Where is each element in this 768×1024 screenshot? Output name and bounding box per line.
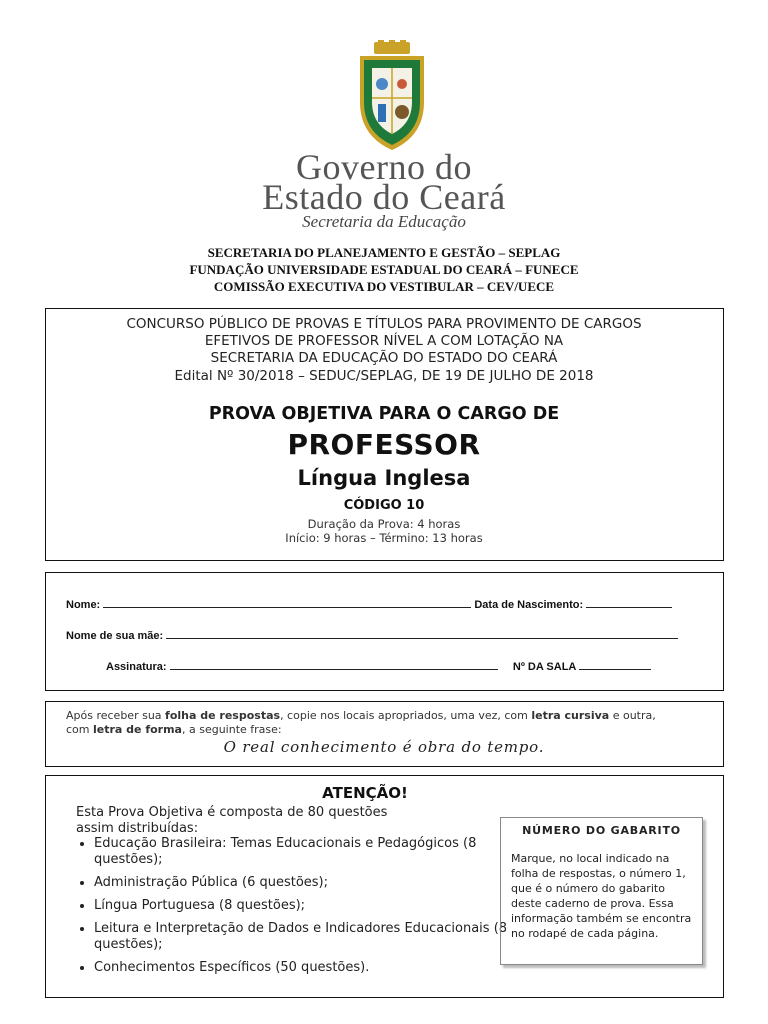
edital-line: Edital Nº 30/2018 – SEDUC/SEPLAG, DE 19 DE JULHO DE 2018 bbox=[174, 368, 594, 384]
answer-key-number-box bbox=[500, 817, 703, 965]
logo-line-2: Estado do Ceará bbox=[262, 177, 506, 217]
list-item: • Leitura e Interpretação de Dados e Indicadores Educacionais (8 questões); bbox=[94, 921, 514, 953]
agency-cev: COMISSÃO EXECUTIVA DO VESTIBULAR – CEV/UECE bbox=[213, 279, 555, 294]
instruction-text: e outra, bbox=[609, 709, 656, 722]
attention-title: ATENÇÃO! bbox=[322, 784, 408, 802]
form-row-name bbox=[66, 597, 672, 611]
signature-field[interactable] bbox=[170, 659, 498, 670]
form-row-signature bbox=[106, 659, 651, 673]
exam-code: CÓDIGO 10 bbox=[343, 498, 425, 513]
ceara-coat-of-arms-icon bbox=[352, 40, 432, 152]
birthdate-field[interactable] bbox=[586, 597, 672, 608]
instruction-text: Após receber sua bbox=[66, 709, 166, 722]
agency-seplag: SECRETARIA DO PLANEJAMENTO E GESTÃO – SEPLAG bbox=[207, 245, 561, 260]
contest-line: CONCURSO PÚBLICO DE PROVAS E TÍTULOS PARA PROVIMENTO DE CARGOS bbox=[126, 316, 642, 332]
exam-duration: Duração da Prova: 4 horas bbox=[307, 517, 461, 531]
discipline: Língua Inglesa bbox=[297, 466, 471, 490]
agency-funece: FUNDAÇÃO UNIVERSIDADE ESTADUAL DO CEARÁ – FUNECE bbox=[189, 262, 579, 277]
room-field[interactable] bbox=[579, 659, 651, 670]
attention-intro: assim distribuídas: bbox=[76, 821, 199, 836]
topic-list bbox=[74, 836, 514, 983]
mother-name-field[interactable] bbox=[166, 628, 678, 639]
instruction-text: , a seguinte frase: bbox=[181, 723, 282, 736]
list-item: • Educação Brasileira: Temas Educacionais e Pedagógicos (8 questões); bbox=[94, 836, 514, 868]
signature-label: Assinatura: bbox=[106, 661, 167, 673]
form-row-mother bbox=[66, 628, 678, 642]
room-label: Nº DA SALA bbox=[512, 661, 576, 673]
phrase-to-copy: O real conhecimento é obra do tempo. bbox=[223, 738, 545, 756]
copy-instruction-line-1 bbox=[66, 709, 656, 723]
mother-name-label: Nome de sua mãe: bbox=[66, 630, 164, 642]
name-label: Nome: bbox=[66, 599, 101, 611]
cargo-title: PROFESSOR bbox=[287, 428, 481, 461]
instruction-text: com bbox=[66, 723, 93, 736]
list-item: • Língua Portuguesa (8 questões); bbox=[94, 898, 514, 914]
contest-line: EFETIVOS DE PROFESSOR NÍVEL A COM LOTAÇÃO NA bbox=[204, 333, 564, 349]
instruction-bold: folha de respostas bbox=[165, 709, 281, 722]
contest-line: SECRETARIA DA EDUCAÇÃO DO ESTADO DO CEARÁ bbox=[210, 350, 558, 366]
birthdate-label: Data de Nascimento: bbox=[474, 599, 584, 611]
instruction-bold: letra de forma bbox=[93, 723, 182, 736]
answer-key-title: NÚMERO DO GABARITO bbox=[522, 824, 681, 837]
list-item: • Conhecimentos Específicos (50 questões). bbox=[94, 960, 514, 976]
copy-instruction-line-2 bbox=[66, 723, 282, 737]
logo-line-3: Secretaria da Educação bbox=[302, 212, 466, 231]
instruction-bold: letra cursiva bbox=[531, 709, 610, 722]
answer-key-text: Marque, no local indicado na folha de respostas, o número 1, que é o número do gabarito deste caderno de prova. Essa informação também se encontra no rodapé de cada página. bbox=[511, 852, 692, 940]
name-field[interactable] bbox=[103, 597, 471, 608]
exam-schedule: Início: 9 horas – Término: 13 horas bbox=[285, 531, 483, 545]
exam-type: PROVA OBJETIVA PARA O CARGO DE bbox=[208, 404, 560, 424]
list-item: • Administração Pública (6 questões); bbox=[94, 875, 514, 891]
logo-line-1: Governo do bbox=[296, 147, 472, 187]
instruction-text: , copie nos locais apropriados, uma vez, com bbox=[280, 709, 532, 722]
attention-intro: Esta Prova Objetiva é composta de 80 questões bbox=[76, 805, 388, 820]
